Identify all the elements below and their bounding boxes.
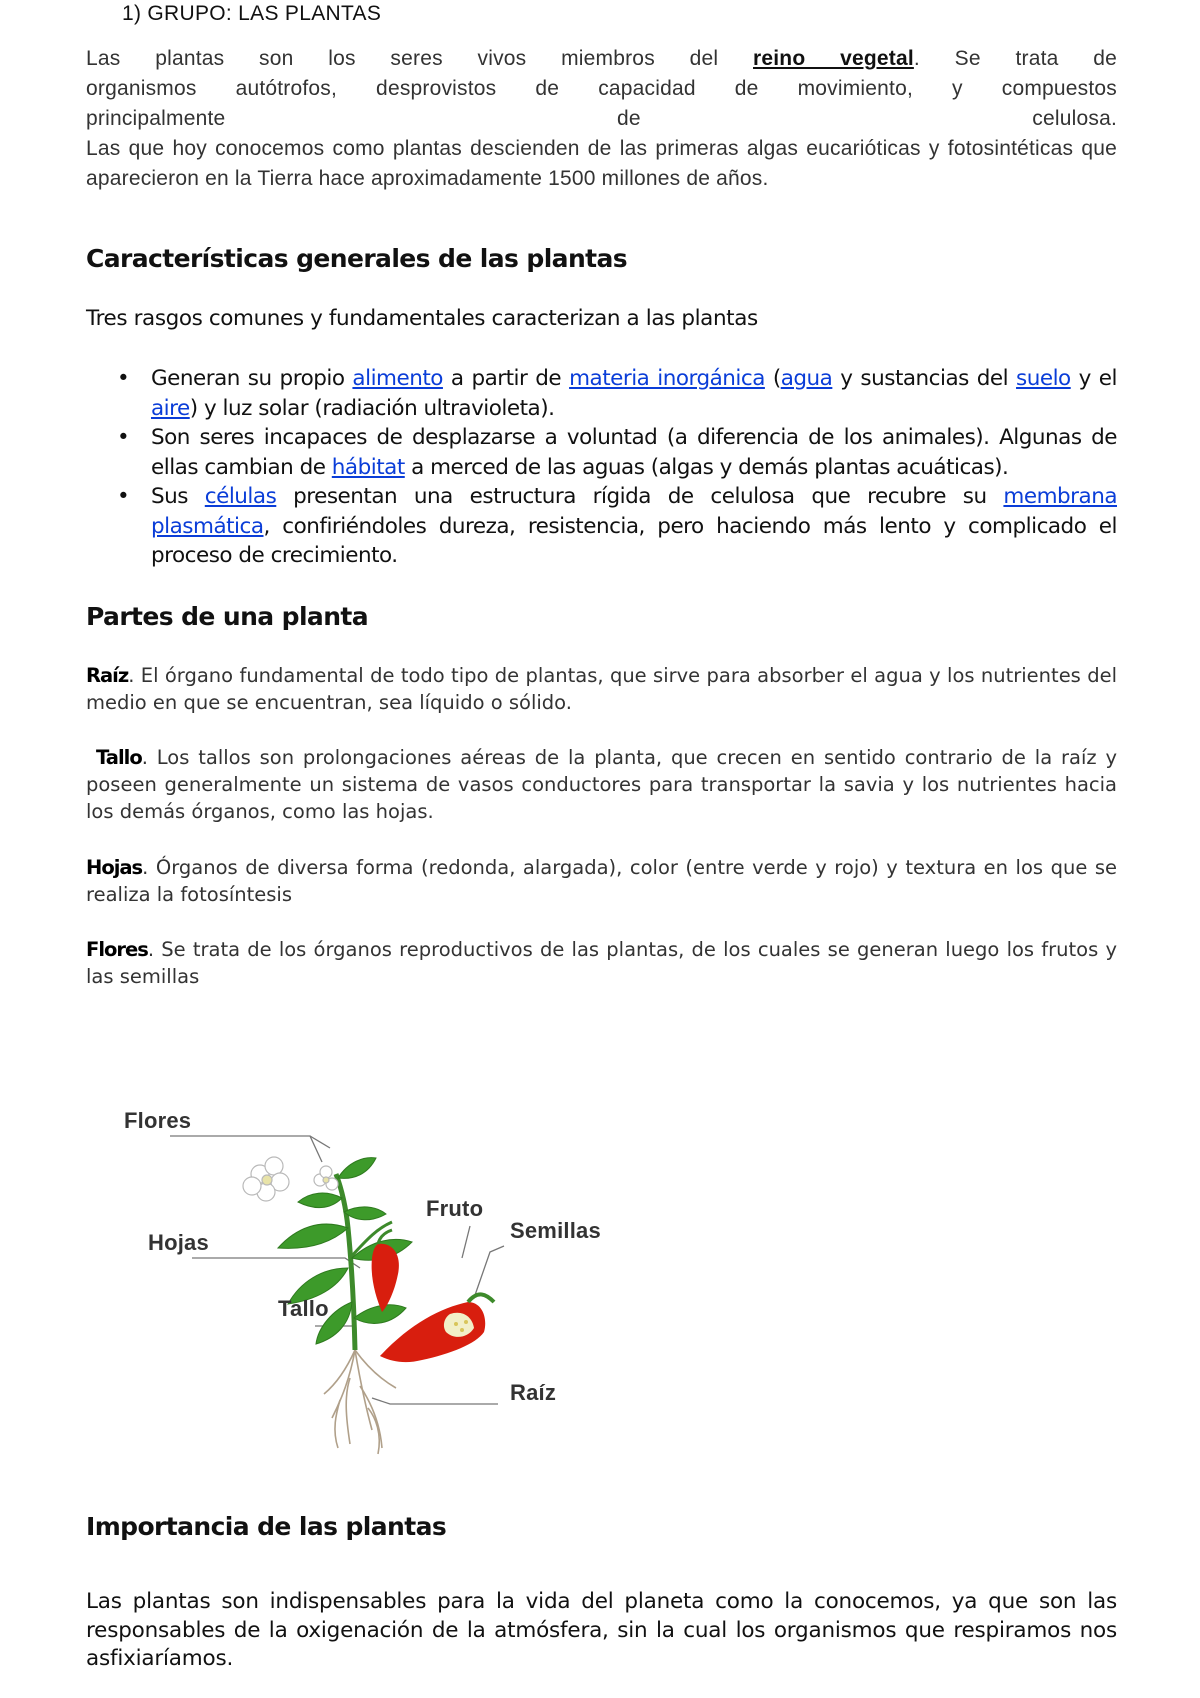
characteristics-list xyxy=(86,364,1117,571)
plant-illustration xyxy=(110,1118,630,1478)
importance-paragraph: Las plantas son indispensables para la vida del planeta como la conocemos, ya que son las responsables de la oxigenación de la atmósfera, sin la cual los organismos que respiramos nos asfixiaríamos. xyxy=(86,1589,1117,1671)
intro-origin-paragraph: Las que hoy conocemos como plantas descienden de las primeras algas eucarióticas y fotosintéticas que aparecieron en la Tierra hace aproximadamente 1500 millones de años. xyxy=(86,137,1117,190)
link-suelo[interactable]: suelo xyxy=(1016,366,1071,391)
label-hojas: Hojas xyxy=(148,1230,209,1255)
characteristics-intro: Tres rasgos comunes y fundamentales caracterizan a las plantas xyxy=(86,306,758,331)
list-item: • Sus células presentan una estructura rígida de celulosa que recubre su membrana plasmática, confiriéndoles dureza, resistencia, pero haciendo más lento y complicado el proceso de crecimiento. xyxy=(117,484,1117,568)
list-item: • Son seres incapaces de desplazarse a voluntad (a diferencia de los animales). Algunas de ellas cambian de hábitat a merced de las aguas (algas y demás plantas acuáticas). xyxy=(117,425,1117,480)
intro-line-1: Las plantas son los seres vivos miembros del reino vegetal. Se trata de xyxy=(86,47,1117,70)
label-tallo: Tallo xyxy=(278,1296,329,1321)
plant-diagram xyxy=(110,1108,630,1478)
reino-vegetal-term: reino vegetal xyxy=(753,47,914,70)
bullet-icon: • xyxy=(117,425,130,450)
bullet-icon: • xyxy=(117,484,130,509)
link-agua[interactable]: agua xyxy=(780,366,833,391)
parts-heading: Partes de una planta xyxy=(86,602,369,631)
link-habitat[interactable]: hábitat xyxy=(331,454,405,480)
importance-heading: Importancia de las plantas xyxy=(86,1512,447,1541)
label-fruto: Fruto xyxy=(426,1196,484,1221)
label-flores: Flores xyxy=(124,1108,192,1133)
link-celulas[interactable]: células xyxy=(204,484,277,509)
label-raiz: Raíz xyxy=(510,1380,557,1405)
list-item: • Generan su propio alimento a partir de materia inorgánica (agua y sustancias del suelo y el aire) y luz solar (radiación ultravioleta). xyxy=(117,366,1117,421)
characteristics-heading: Características generales de las plantas xyxy=(86,244,628,273)
seeds-icon xyxy=(380,1294,494,1362)
intro-line-3: principalmente de celulosa. xyxy=(86,107,1117,130)
group-title: 1) GRUPO: LAS PLANTAS xyxy=(122,2,382,25)
bullet-icon: • xyxy=(117,366,130,391)
part-raiz: Raíz. El órgano fundamental de todo tipo de plantas, que sirve para absorber el agua y los nutrientes del medio en que se encuentran, sea líquido o sólido. xyxy=(86,664,1117,714)
part-flores: Flores. Se trata de los órganos reproductivos de las plantas, de los cuales se generan luego los frutos y las semillas xyxy=(86,938,1117,988)
link-aire[interactable]: aire xyxy=(151,395,190,421)
label-semillas: Semillas xyxy=(510,1218,601,1243)
intro-line-2: organismos autótrofos, desprovistos de capacidad de movimiento, y compuestos xyxy=(86,77,1117,100)
intro-paragraph xyxy=(86,44,1117,194)
part-hojas: Hojas. Órganos de diversa forma (redonda, alargada), color (entre verde y rojo) y textura en los que se realiza la fotosíntesis xyxy=(86,856,1117,906)
link-membrana-plasmatica[interactable]: membrana plasmática xyxy=(151,484,1117,539)
part-tallo: Tallo. Los tallos son prolongaciones aéreas de la planta, que crecen en sentido contrario de la raíz y poseen generalmente un sistema de vasos conductores para transportar la savia y los nutrientes hacia los demás órganos, como las hojas. xyxy=(86,746,1117,823)
link-alimento[interactable]: alimento xyxy=(352,366,443,391)
link-materia-inorganica[interactable]: materia inorgánica xyxy=(569,366,765,391)
